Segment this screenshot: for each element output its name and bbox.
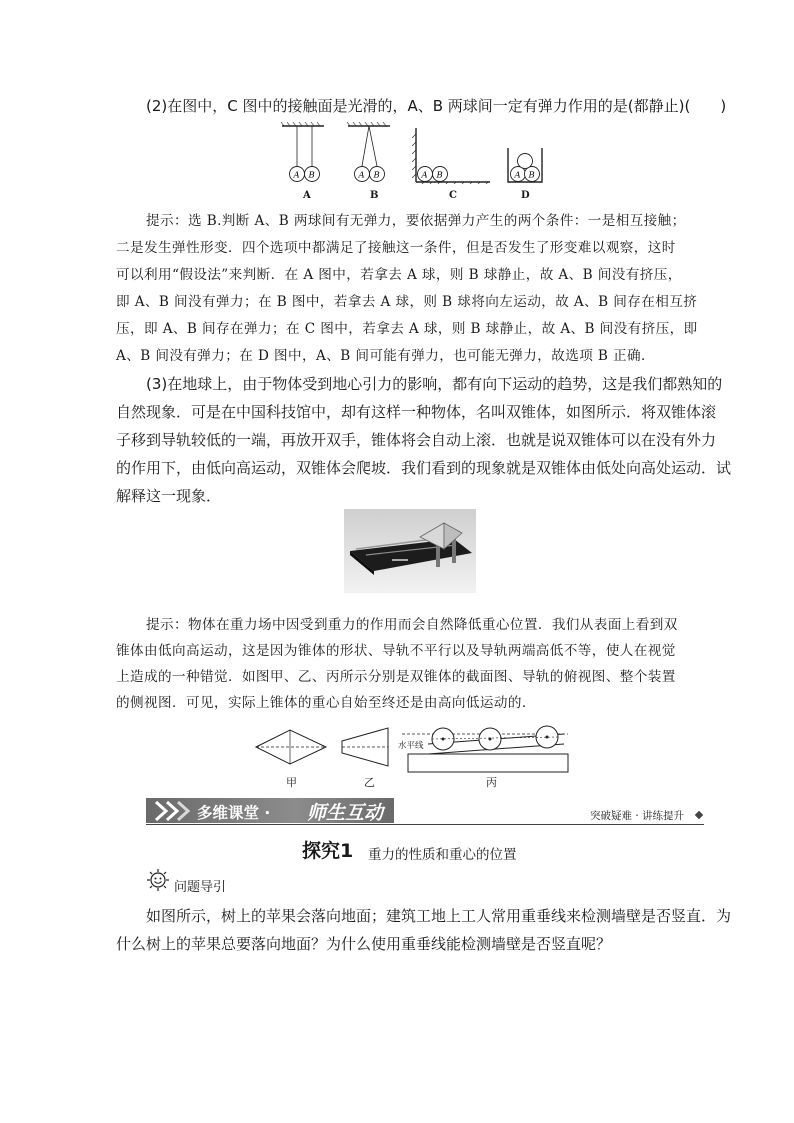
guide-label: 问题导引 [174, 880, 227, 895]
ball-b-label-c: B [436, 170, 443, 181]
ball-a-label-b: A [358, 170, 365, 181]
banner-right-text: 突破疑难 · 讲练提升 [590, 810, 685, 822]
guide-line-2: 什么树上的苹果总要落向地面？为什么使用重垂线能检测墙壁是否竖直呢？ [116, 935, 612, 953]
ball-b-label: B [308, 170, 315, 181]
figure-caption-b: B [370, 190, 379, 201]
figure-caption-a: A [303, 190, 311, 201]
hint-2-line-1: 提示：选 B.判断 A、B 两球间有无弹力，要依据弹力产生的两个条件：一是相互接触； [146, 213, 686, 229]
figure-caption-yi: 乙 [364, 776, 375, 789]
diamond-icon [695, 811, 703, 819]
question-3-line-5: 解释这一现象． [116, 487, 222, 505]
question-3-line-1: (3)在地球上，由于物体受到地心引力的影响，都有向下运动的趋势，这是我们都熟知的 [146, 375, 723, 393]
banner-left-text: 多维课堂 · [197, 804, 271, 822]
hint-3-line-1: 提示：物体在重力场中因受到重力的作用而会自然降低重心位置．我们从表面上看到双 [146, 617, 678, 633]
ball-b-label-b: B [373, 170, 380, 181]
figure-caption-jia: 甲 [286, 776, 297, 789]
hint-2-line-3: 可以利用“假设法”来判断．在 A 图中，若拿去 A 球，则 B 球静止，故 A、B 间没有挤压， [116, 267, 682, 283]
hint-2-line-2: 二是发生弹性形变．四个选项中都满足了接触这一条件，但是否发生了形变难以观察，这时 [116, 240, 676, 256]
hint-2-line-4: 即 A、B 间没有弹力；在 B 图中，若拿去 A 球，则 B 球将向左运动，故 A、B 间存在相互挤 [116, 294, 698, 310]
ball-a-label: A [293, 170, 300, 181]
figure-caption-c: C [449, 190, 457, 201]
question-3-line-2: 自然现象．可是在中国科技馆中，却有这样一种物体，名叫双锥体，如图所示．将双锥体滚 [116, 403, 717, 421]
hint-3-line-2: 锥体由低向高运动，这是因为锥体的形状、导轨不平行以及导轨两端高低不等，使人在视觉 [116, 643, 676, 659]
chevron-double-icon [152, 800, 192, 822]
ball-b-label-d: B [528, 170, 535, 181]
ball-a-label-d: A [514, 170, 521, 181]
figure-caption-bing: 丙 [486, 776, 497, 789]
figure-caption-d: D [521, 190, 530, 201]
banner-bold-text: 师生互动 [307, 802, 384, 824]
section-subtitle: 重力的性质和重心的位置 [368, 847, 517, 863]
hint-3-line-4: 的侧视图．可见，实际上锥体的重心自始至终还是由高向低运动的． [116, 695, 536, 711]
hint-3-line-3: 上造成的一种错觉．如图甲、乙、丙所示分别是双锥体的截面图、导轨的俯视图、整个装置 [116, 669, 676, 685]
question-2-text: (2)在图中，C 图中的接触面是光滑的，A、B 两球间一定有弹力作用的是(都静止)( ) [146, 97, 727, 115]
ball-a-label-c: A [421, 170, 428, 181]
hint-2-line-5: 压，即 A、B 间存在弹力；在 C 图中，若拿去 A 球，则 B 球静止，故 A、B 间没有挤压，即 [116, 321, 698, 337]
question-3-line-4: 的作用下，由低向高运动，双锥体会爬坡．我们看到的现象就是双锥体由低处向高处运动．试 [116, 459, 732, 477]
sun-face-icon [146, 868, 170, 892]
double-cone-photo [344, 509, 476, 593]
section-title: 探究1 [302, 840, 354, 862]
hint-2-line-6: A、B 间没有弹力；在 D 图中，A、B 间可能有弹力，也可能无弹力，故选项 B 正确． [116, 348, 656, 364]
horizontal-line-label: 水平线 [398, 741, 424, 751]
banner-rule [146, 824, 704, 825]
guide-line-1: 如图所示，树上的苹果会落向地面；建筑工地上工人常用重垂线来检测墙壁是否竖直．为 [146, 907, 732, 925]
question-3-line-3: 子移到导轨较低的一端，再放开双手，锥体将会自动上滚．也就是说双锥体可以在没有外力 [116, 431, 717, 449]
elastic-force-figure [280, 122, 550, 184]
